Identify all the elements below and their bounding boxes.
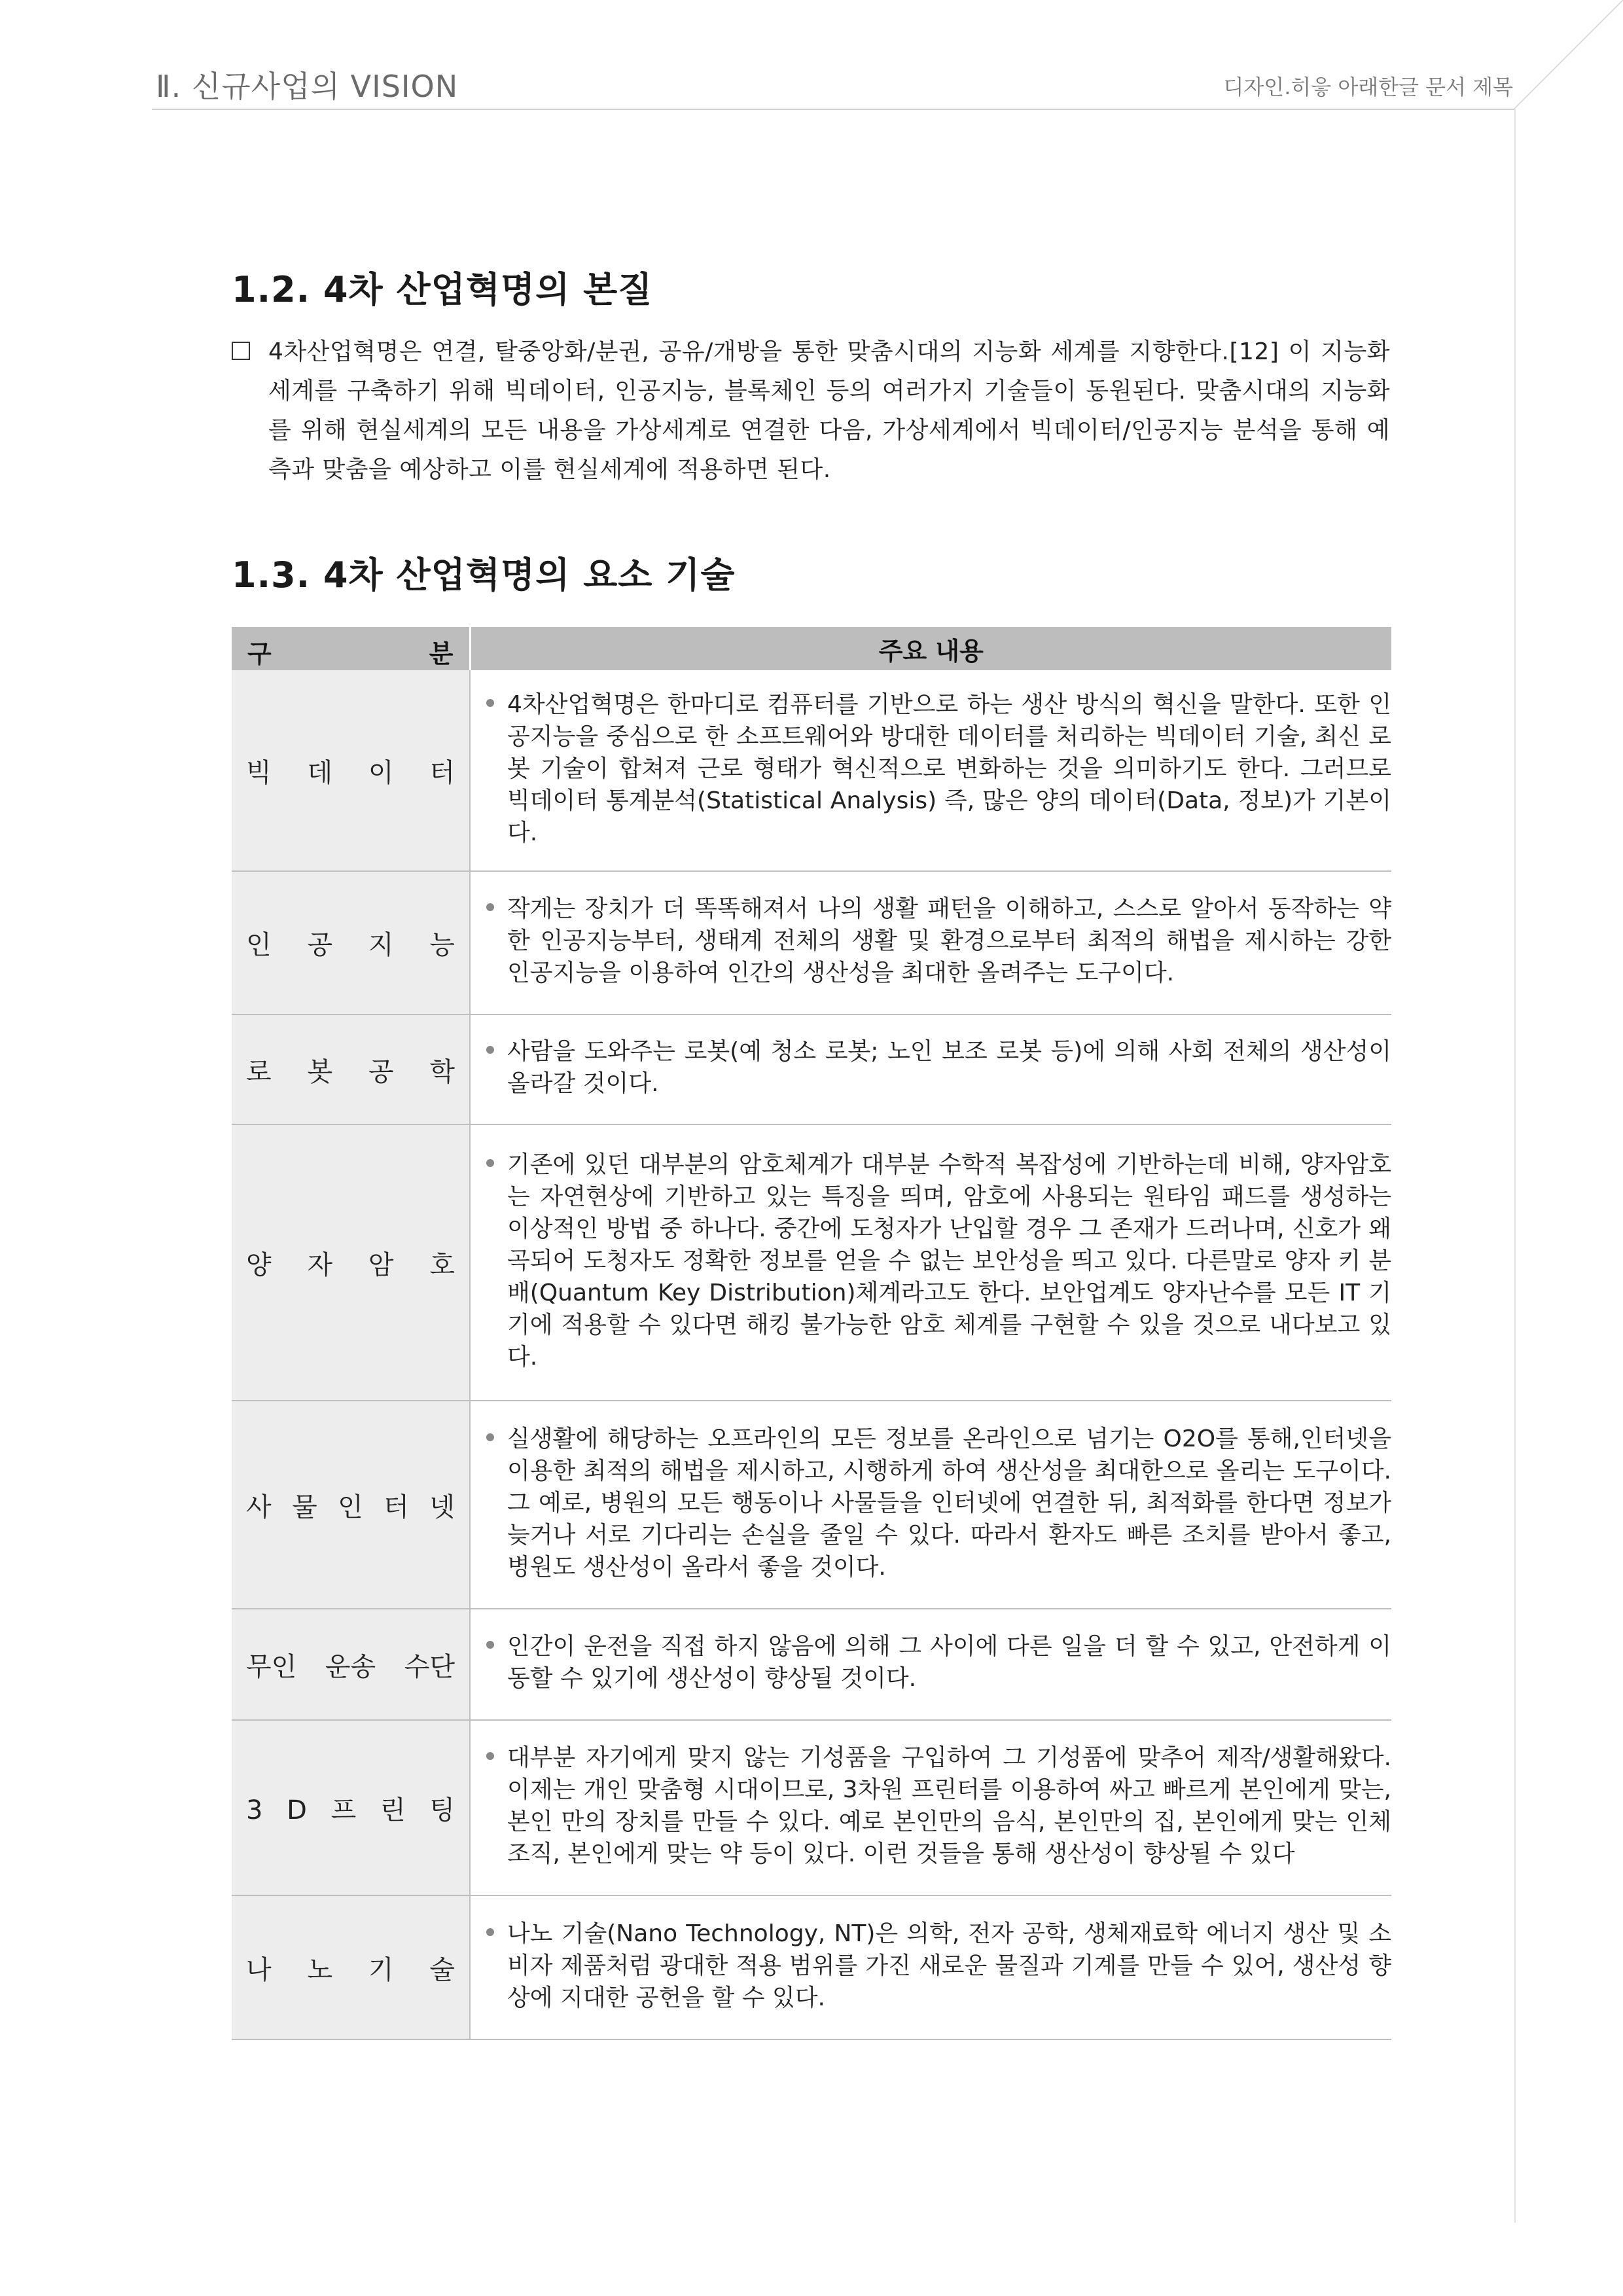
header-divider <box>152 109 1514 110</box>
row-content <box>470 1895 1391 2039</box>
table-row <box>232 1609 1391 1720</box>
bullet-icon <box>486 903 494 911</box>
right-margin-rule <box>1514 109 1516 2223</box>
page-corner-fold <box>1505 0 1623 118</box>
essence-paragraph <box>232 332 1390 490</box>
row-text: 작게는 장치가 더 똑똑해져서 나의 생활 패턴을 이해하고, 스스로 알아서 동작하는 약한 인공지능부터, 생태계 전체의 생활 및 환경으로부터 최적의 해법을 제시하는 강한 인공지능을 이용하여 인간의 생산성을 최대한 올려주는 도구이다. <box>507 895 1391 986</box>
row-content <box>470 1014 1391 1124</box>
table-header-row <box>232 627 1391 670</box>
row-text: 4차산업혁명은 한마디로 컴퓨터를 기반으로 하는 생산 방식의 혁신을 말한다. 또한 인공지능을 중심으로 한 소프트웨어와 방대한 데이터를 처리하는 빅데이터 기술, 최신 로봇 기술이 합쳐져 근로 형태가 혁신적으로 변화하는 것을 의미하기도 한다. 그러므로 빅데이터 통계분석(Statistical Analysis) 즉, 많은 양의 데이터(Data, 정보)가 기본이다. <box>507 691 1391 846</box>
document-title: 디자인.히읗 아래한글 문서 제목 <box>1223 75 1513 99</box>
bullet-icon <box>486 1928 494 1936</box>
row-label: 로 봇 공 학 <box>232 1014 470 1124</box>
row-text: 나노 기술(Nano Technology, NT)은 의학, 전자 공학, 생체재료학 에너지 생산 및 소비자 제품처럼 광대한 적용 범위를 가진 새로운 물질과 기계를 만들 수 있어, 생산성 향상에 지대한 공헌을 할 수 있다. <box>507 1920 1391 2011</box>
checkbox-bullet-icon <box>232 342 250 360</box>
row-text: 인간이 운전을 직접 하지 않음에 의해 그 사이에 다른 일을 더 할 수 있고, 안전하게 이동할 수 있기에 생산성이 향상될 것이다. <box>507 1633 1391 1692</box>
header-category-char-2: 분 <box>429 639 454 668</box>
row-content <box>470 1401 1391 1609</box>
bullet-icon <box>486 699 494 707</box>
row-text: 기존에 있던 대부분의 암호체계가 대부분 수학적 복잡성에 기반하는데 비해, 양자암호는 자연현상에 기반하고 있는 특징을 띄며, 암호에 사용되는 원타임 패드를 생성하는 이상적인 방법 중 하나다. 중간에 도청자가 난입할 경우 그 존재가 드러나며, 신호가 왜곡되어 도청자도 정확한 정보를 얻을 수 없는 보안성을 띄고 있다. 다른말로 양자 키 분배(Quantum Key Distribution)체계라고도 한다. 보안업계도 양자난수를 모든 IT 기기에 적용할 수 있다면 해킹 불가능한 암호 체계를 구현할 수 있을 것으로 내다보고 있다. <box>507 1151 1391 1371</box>
section-heading-essence: 1.2. 4차 산업혁명의 본질 <box>232 269 653 310</box>
bullet-icon <box>486 1752 494 1760</box>
bullet-icon <box>486 1159 494 1167</box>
chapter-title: Ⅱ. 신규사업의 VISION <box>156 69 459 104</box>
technology-table <box>232 627 1391 2040</box>
row-text: 실생활에 해당하는 오프라인의 모든 정보를 온라인으로 넘기는 O2O를 통해,인터넷을 이용한 최적의 해법을 제시하고, 시행하게 하여 생산성을 최대한으로 올리는 도구이다. 그 예로, 병원의 모든 행동이나 사물들을 인터넷에 연결한 뒤, 최적화를 한다면 정보가 늦거나 서로 기다리는 손실을 줄일 수 있다. 따라서 환자도 빠른 조치를 받아서 좋고, 병원도 생산성이 올라서 좋을 것이다. <box>507 1425 1391 1581</box>
row-label: 3 D 프 린 팅 <box>232 1720 470 1895</box>
table-row <box>232 871 1391 1014</box>
header-category <box>232 627 470 670</box>
table-row <box>232 670 1391 871</box>
header-main-content: 주요 내용 <box>470 627 1391 670</box>
row-label: 사 물 인 터 넷 <box>232 1401 470 1609</box>
row-label: 빅 데 이 터 <box>232 670 470 871</box>
row-text: 사람을 도와주는 로봇(예 청소 로봇; 노인 보조 로봇 등)에 의해 사회 전체의 생산성이 올라갈 것이다. <box>507 1038 1391 1097</box>
row-label: 무인 운송 수단 <box>232 1609 470 1720</box>
table-row <box>232 1401 1391 1609</box>
row-content <box>470 1124 1391 1401</box>
row-content <box>470 1609 1391 1720</box>
table-row <box>232 1124 1391 1401</box>
bullet-icon <box>486 1046 494 1054</box>
table-row <box>232 1720 1391 1895</box>
row-label: 나 노 기 술 <box>232 1895 470 2039</box>
row-label: 양 자 암 호 <box>232 1124 470 1401</box>
row-content <box>470 1720 1391 1895</box>
row-content <box>470 670 1391 871</box>
header-category-char-1: 구 <box>247 639 272 668</box>
row-label: 인 공 지 능 <box>232 871 470 1014</box>
row-content <box>470 871 1391 1014</box>
row-text: 대부분 자기에게 맞지 않는 기성품을 구입하여 그 기성품에 맞추어 제작/생활해왔다. 이제는 개인 맞춤형 시대이므로, 3차원 프린터를 이용하여 싸고 빠르게 본인에게 맞는, 본인 만의 장치를 만들 수 있다. 예로 본인만의 음식, 본인만의 집, 본인에게 맞는 인체조직, 본인에게 맞는 약 등이 있다. 이런 것들을 통해 생산성이 향상될 수 있다 <box>507 1744 1391 1867</box>
essence-paragraph-text: 4차산업혁명은 연결, 탈중앙화/분권, 공유/개방을 통한 맞춤시대의 지능화 세계를 지향한다.[12] 이 지능화 세계를 구축하기 위해 빅데이터, 인공지능, 블록체인 등의 여러가지 기술들이 동원된다. 맞춤시대의 지능화를 위해 현실세계의 모든 내용을 가상세계로 연결한 다음, 가상세계에서 빅데이터/인공지능 분석을 통해 예측과 맞춤을 예상하고 이를 현실세계에 적용하면 된다. <box>268 338 1390 483</box>
section-heading-technologies: 1.3. 4차 산업혁명의 요소 기술 <box>232 554 736 596</box>
bullet-icon <box>486 1641 494 1649</box>
table-row <box>232 1895 1391 2039</box>
table-row <box>232 1014 1391 1124</box>
bullet-icon <box>486 1433 494 1441</box>
